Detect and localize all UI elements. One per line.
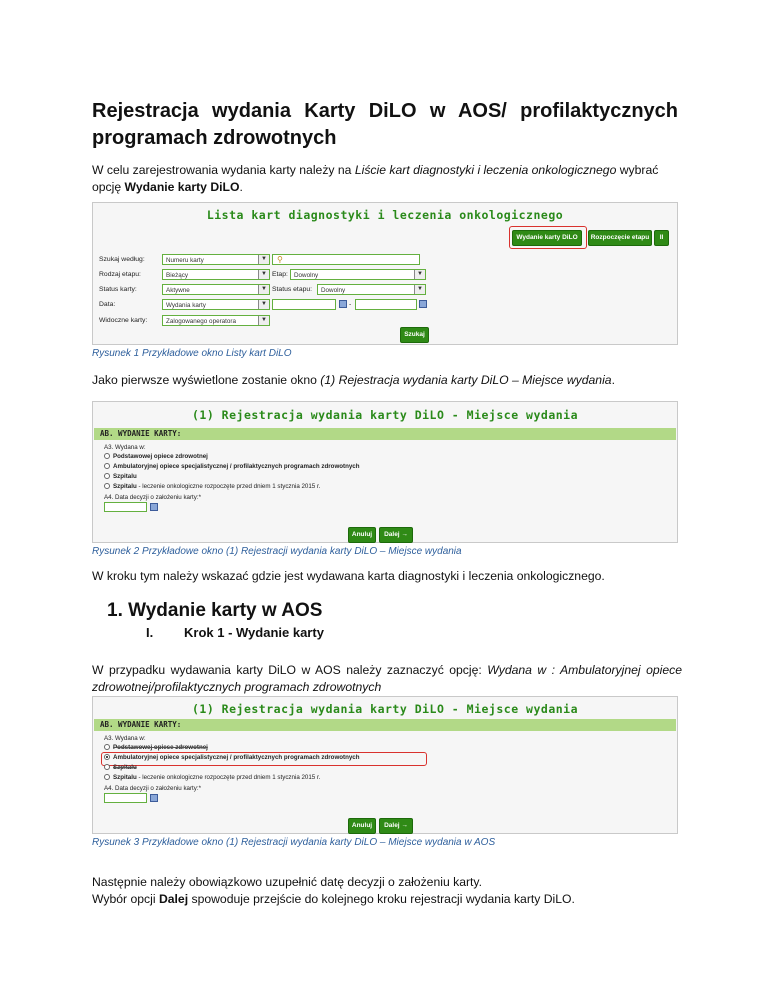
cancel-button[interactable]: Anuluj [348,818,376,834]
search-input[interactable] [272,254,420,265]
a3-label: A3. Wydana w: [104,735,146,742]
para5-text-2: spowoduje przejście do kolejnego kroku rejestracji wydania karty DiLO. [188,892,575,906]
stage-select[interactable] [290,269,426,280]
subsection-title: Krok 1 - Wydanie karty [184,625,324,640]
stage-type-value: Bieżący [166,272,189,279]
visible-cards-value: Zalogowanego operatora [166,318,237,325]
radio-icon[interactable] [104,754,110,760]
section-header: AB. WYDANIE KARTY: [94,719,676,731]
para5-line-2 [92,891,682,908]
figure-3-caption: Rysunek 3 Przykładowe okno (1) Rejestracji wydania karty DiLO – Miejsce wydania w AOS [92,837,496,848]
visible-cards-label: Widoczne karty: [99,317,148,324]
radio-icon[interactable] [104,463,110,469]
card-status-label: Status karty: [99,286,137,293]
figure-2-caption: Rysunek 2 Przykładowe okno (1) Rejestracji wydania karty DiLO – Miejsce wydania [92,546,462,557]
option-note: - leczenie onkologiczne rozpoczęte przed dniem 1 stycznia 2015 r. [136,483,321,490]
search-icon[interactable]: ⚲ [277,255,283,264]
chevron-down-icon: ▼ [414,270,425,279]
para4-italic: Wydana w : Ambulatoryjnej opiece zdrowotnej/profilaktycznych programach zdrowotnych [92,663,682,694]
search-by-label: Szukaj według: [99,256,145,263]
decision-date-input[interactable] [104,793,147,803]
intro-end: . [239,180,243,194]
date-value: Wydania karty [166,302,206,309]
stage-label: Etap: [272,271,288,278]
radio-icon[interactable] [104,473,110,479]
chevron-down-icon: ▼ [258,300,269,309]
section-heading: 1. Wydanie karty w AOS [107,600,323,621]
option-hospital[interactable] [104,473,137,480]
option-hospital-pre2015[interactable] [104,483,320,490]
figure-1-caption: Rysunek 1 Przykładowe okno Listy kart DiLO [92,348,292,359]
cancel-button[interactable]: Anuluj [348,527,376,543]
visible-cards-select[interactable] [162,315,270,326]
para2-end: . [611,373,615,387]
option-hospital-pre2015[interactable] [104,774,320,781]
list-cards-panel [92,202,678,345]
paragraph-3: W kroku tym należy wskazać gdzie jest wydawana karta diagnostyki i leczenia onkologicznego. [92,569,605,583]
stage-status-label: Status etapu: [272,286,313,293]
date-to-input[interactable] [355,299,417,310]
option-label: Podstawowej opiece zdrowotnej [113,453,208,460]
a4-label: A4. Data decyzji o założeniu karty:* [104,785,201,792]
option-label: Szpitalu [113,774,137,781]
search-by-value: Numeru karty [166,257,204,264]
calendar-icon[interactable] [339,300,347,308]
document-title [92,98,678,152]
radio-icon[interactable] [104,744,110,750]
stage-value: Dowolny [294,272,319,279]
para5-bold: Dalej [158,892,189,906]
decision-date-input[interactable] [104,502,147,512]
calendar-icon[interactable] [419,300,427,308]
subsection-number: I. [146,625,154,640]
title-line-2: programach zdrowotnych [92,127,337,149]
panel-title: (1) Rejestracja wydania karty DiLO - Miejsce wydania [191,408,579,422]
intro-text: W celu zarejestrowania wydania karty należy na [92,163,355,177]
chevron-down-icon: ▼ [414,285,425,294]
card-status-select[interactable] [162,284,270,295]
option-label: Ambulatoryjnej opiece specjalistycznej / profilaktycznych programach zdrowotnych [113,463,360,470]
para5-line-1: Następnie należy obowiązkowo uzupełnić datę decyzji o założeniu karty. [92,875,482,889]
date-select[interactable] [162,299,270,310]
stage-status-select[interactable] [317,284,426,295]
option-label: Ambulatoryjnej opiece specjalistycznej / profilaktycznych programach zdrowotnych [113,754,360,761]
radio-icon[interactable] [104,764,110,770]
chevron-down-icon: ▼ [258,255,269,264]
panel-title: (1) Rejestracja wydania karty DiLO - Miejsce wydania [191,702,579,716]
option-poz[interactable] [104,744,208,751]
date-from-input[interactable] [272,299,336,310]
para5-text: Wybór opcji [92,892,159,906]
date-label: Data: [99,301,116,308]
a3-label: A3. Wydana w: [104,444,146,451]
option-label: Podstawowej opiece zdrowotnej [113,744,208,751]
section-header: AB. WYDANIE KARTY: [94,428,676,440]
search-button[interactable]: Szukaj [400,327,429,343]
option-label: Szpitalu [113,764,137,771]
para4-text: W przypadku wydawania karty DiLO w AOS należy zaznaczyć opcję: [92,663,488,677]
stage-status-value: Dowolny [321,287,346,294]
title-line-1: Rejestracja wydania Karty DiLO w AOS/ profilaktycznych [92,100,678,122]
intro-paragraph [92,162,682,196]
chevron-down-icon: ▼ [258,316,269,325]
registration-panel [92,401,678,543]
panel-title: Lista kart diagnostyki i leczenia onkologicznego [206,208,564,222]
date-dash: - [349,301,352,308]
option-label: Szpitalu [113,473,137,480]
next-button[interactable]: Dalej → [379,527,413,543]
stage-type-select[interactable] [162,269,270,280]
intro-italic: Liście kart diagnostyki i leczenia onkologicznego [354,163,617,177]
stage-type-label: Rodzaj etapu: [99,271,141,278]
calendar-icon[interactable] [150,794,158,802]
calendar-icon[interactable] [150,503,158,511]
option-label: Szpitalu [113,483,137,490]
search-by-select[interactable] [162,254,270,265]
option-aos-selected[interactable] [104,754,360,761]
paragraph-5 [92,874,682,908]
chevron-down-icon: ▼ [258,270,269,279]
next-button[interactable]: Dalej → [379,818,413,834]
option-poz[interactable] [104,453,208,460]
pause-icon[interactable]: II [654,230,669,246]
option-hospital[interactable] [104,764,137,771]
para2-italic: (1) Rejestracja wydania karty DiLO – Miejsce wydania [320,373,612,387]
chevron-down-icon: ▼ [258,285,269,294]
registration-panel-aos [92,696,678,834]
card-status-value: Aktywne [166,287,190,294]
radio-icon[interactable] [104,453,110,459]
issue-card-button[interactable]: Wydanie karty DiLO [512,230,582,246]
a4-label: A4. Data decyzji o założeniu karty:* [104,494,201,501]
option-note: - leczenie onkologiczne rozpoczęte przed dniem 1 stycznia 2015 r. [136,774,321,781]
paragraph-2 [92,372,682,389]
para2-text: Jako pierwsze wyświetlone zostanie okno [92,373,321,387]
intro-text-2: wybrać opcję [92,163,659,194]
radio-icon[interactable] [104,774,110,780]
start-stage-button[interactable]: Rozpoczęcie etapu [588,230,652,246]
radio-icon[interactable] [104,483,110,489]
paragraph-4 [92,662,682,696]
option-aos[interactable] [104,463,360,470]
intro-bold: Wydanie karty DiLO [124,180,240,194]
subsection-heading [146,625,324,640]
